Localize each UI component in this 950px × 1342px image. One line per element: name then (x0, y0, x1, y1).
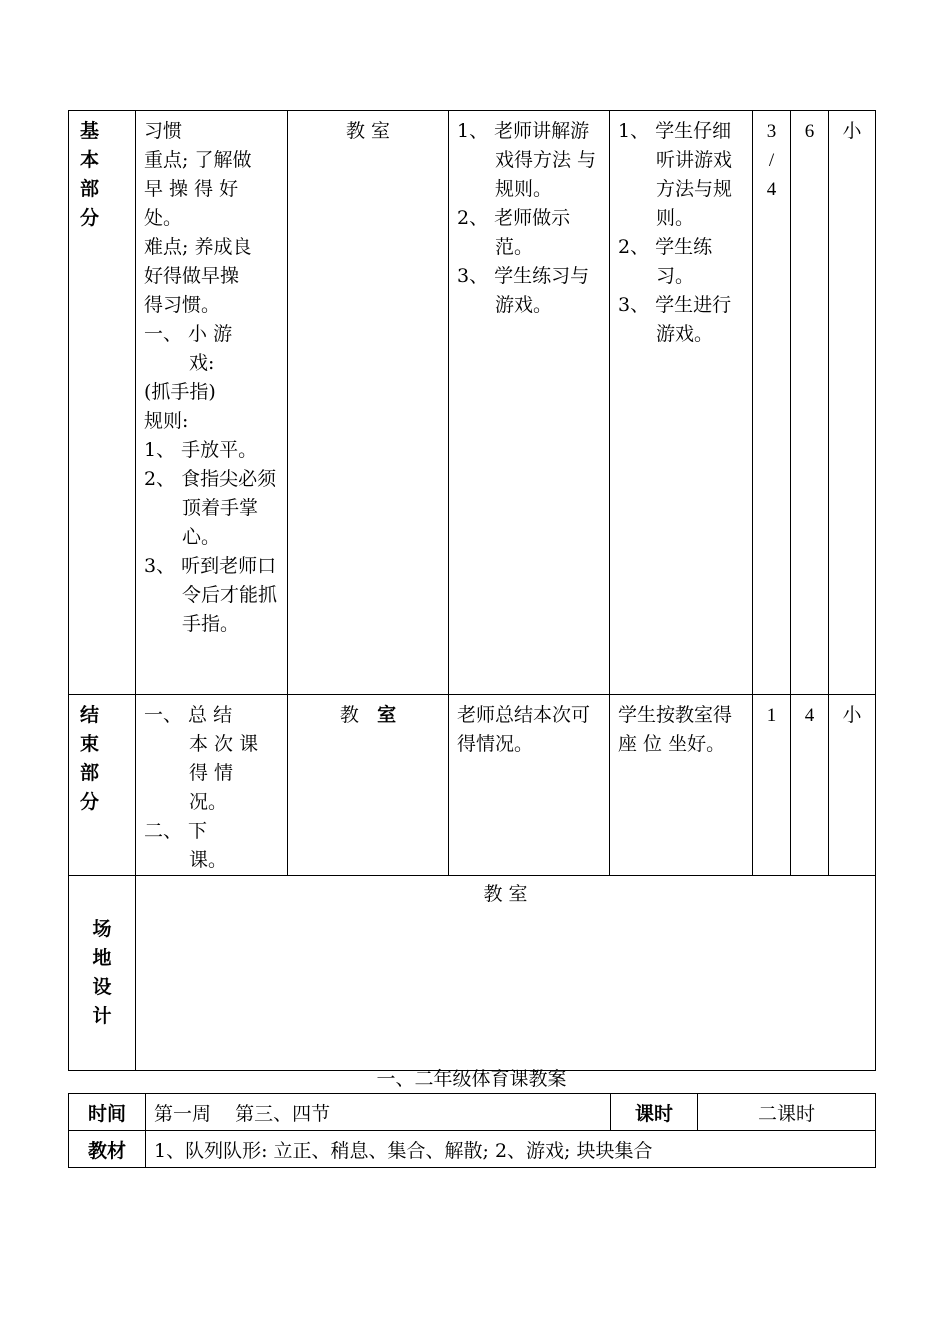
ending-section-label: 结 束 部 分 (69, 695, 136, 876)
content-line: 规则: (144, 410, 189, 432)
ending-student-cell: 学生按教室得 座 位 坐好。 (610, 695, 753, 876)
basic-intensity-cell: 小 (829, 111, 876, 695)
hours-label: 课时 (611, 1094, 698, 1131)
site-section-label: 场 地 设 计 (69, 876, 136, 1071)
basic-teacher-cell (449, 111, 610, 695)
teacher-step: 1、 老师讲解游戏得方法 与 规则。 (457, 120, 597, 200)
ending-section-row (69, 695, 876, 876)
ending-intensity-cell: 小 (829, 695, 876, 876)
time-label: 时间 (69, 1094, 146, 1131)
time-value: 第一周 第三、四节 (146, 1094, 611, 1131)
teacher-step: 2、 老师做示范。 (457, 207, 571, 258)
rule-item: 3、 听到老师口令后才能抓手指。 (144, 555, 278, 635)
site-design-cell: 教 室 (136, 876, 876, 1071)
lesson-info-table (68, 1093, 876, 1168)
content-line: 戏: (189, 352, 215, 374)
content-line: 难点; 养成良 (144, 236, 252, 258)
rule-item: 1、 手放平。 (144, 439, 258, 461)
content-line: 重点; 了解做 (144, 149, 252, 171)
content-line: 况。 (189, 791, 228, 813)
content-line: 早 操 得 好 (144, 178, 239, 200)
student-step: 2、 学生练习。 (618, 236, 713, 287)
rule-item: 2、 食指尖必须顶着手掌心。 (144, 468, 277, 548)
content-line: 得习惯。 (144, 294, 221, 316)
site-design-row (69, 876, 876, 1071)
content-line: 得 情 (189, 762, 234, 784)
lesson-plan-table (68, 110, 876, 1071)
student-step: 1、 学生仔细听讲游戏方法与规则。 (618, 120, 733, 229)
basic-content-cell (136, 111, 288, 695)
ending-times-cell: 1 (753, 695, 791, 876)
content-line: 处。 (144, 207, 183, 229)
content-line: 本 次 课 (189, 733, 259, 755)
material-value: 1、队列队形: 立正、稍息、集合、解散; 2、游戏; 块块集合 (146, 1131, 876, 1168)
ending-minutes-cell: 4 (791, 695, 829, 876)
content-line: 课。 (189, 849, 228, 871)
content-line: (抓手指) (144, 381, 216, 403)
basic-section-label: 基 本 部 分 (69, 111, 136, 695)
content-line: 一、 小 游 (144, 323, 233, 345)
material-row (69, 1131, 876, 1168)
content-line: 二、 下 (144, 820, 208, 842)
teacher-step: 3、 学生练习与游戏。 (457, 265, 590, 316)
student-step: 3、 学生进行游戏。 (618, 294, 732, 345)
ending-venue-cell: 教 室 (288, 695, 449, 876)
basic-section-row (69, 111, 876, 695)
content-line: 一、 总 结 (144, 704, 233, 726)
material-label: 教材 (69, 1131, 146, 1168)
basic-minutes-cell: 6 (791, 111, 829, 695)
basic-venue-cell: 教 室 (288, 111, 449, 695)
basic-student-cell (610, 111, 753, 695)
basic-times-cell: 3 / 4 (753, 111, 791, 695)
time-row (69, 1094, 876, 1131)
hours-value: 二课时 (698, 1094, 876, 1131)
lesson-plan-caption: 一、二年级体育课教案 (376, 1068, 567, 1090)
ending-teacher-cell: 老师总结本次可得情况。 (449, 695, 610, 876)
content-line: 习惯 (144, 120, 183, 142)
ending-content-cell (136, 695, 288, 876)
content-line: 好得做早操 (144, 265, 240, 287)
